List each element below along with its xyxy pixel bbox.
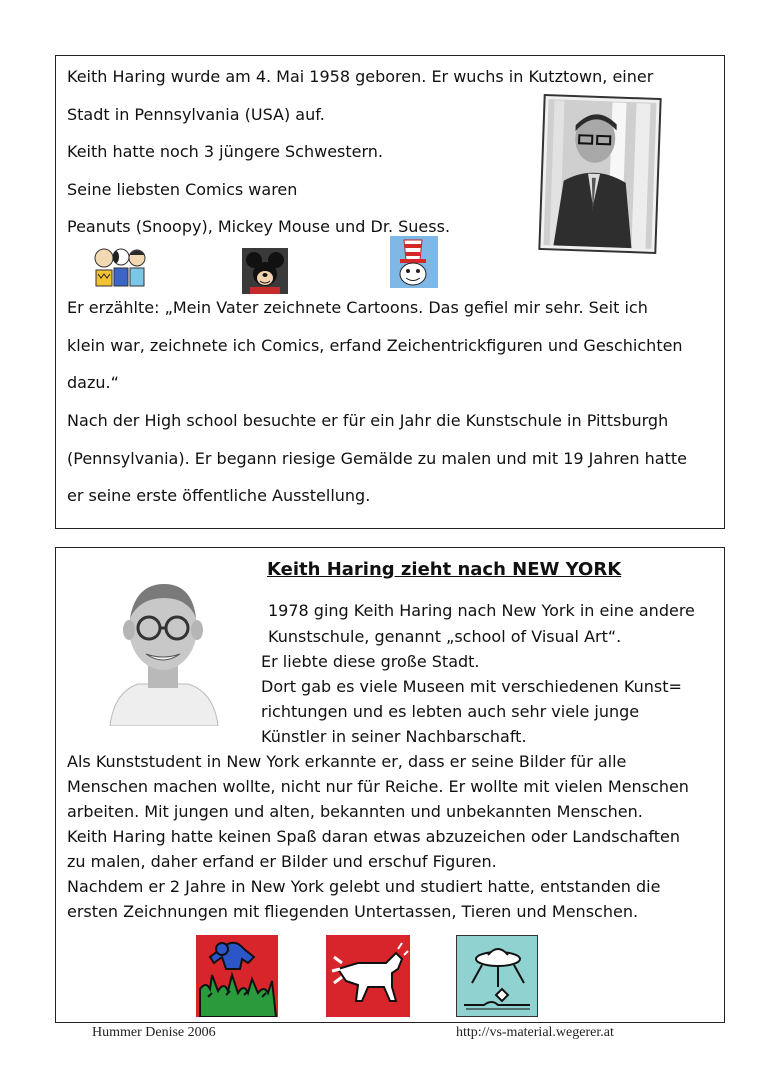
text-line: Keith Haring hatte keinen Spaß daran etwas abzuzeichen oder Landschaften	[67, 827, 680, 846]
text-line: Keith Haring wurde am 4. Mai 1958 geboren. Er wuchs in Kutztown, einer	[67, 67, 654, 86]
new-york-section	[55, 547, 725, 1023]
text-line: (Pennsylvania). Er begann riesige Gemälde zu malen und mit 19 Jahren hatte	[67, 449, 687, 468]
text-line: Nach der High school besuchte er für ein Jahr die Kunstschule in Pittsburgh	[67, 411, 669, 430]
footer-author: Hummer Denise 2006	[92, 1025, 216, 1040]
text-line: Kunstschule, genannt „school of Visual Art“.	[268, 627, 622, 646]
text-line: Menschen machen wollte, nicht nur für Reiche. Er wollte mit vielen Menschen	[67, 777, 689, 796]
mickey-mouse-icon	[242, 248, 288, 294]
haring-artwork-ufo	[456, 935, 538, 1017]
text-line: Peanuts (Snoopy), Mickey Mouse und Dr. Suess.	[67, 217, 451, 236]
section-title: Keith Haring zieht nach NEW YORK	[267, 559, 622, 580]
text-line: Künstler in seiner Nachbarschaft.	[261, 727, 527, 746]
text-line: Keith hatte noch 3 jüngere Schwestern.	[67, 142, 384, 161]
haring-artwork-crowd	[196, 935, 278, 1017]
text-line: Er erzählte: „Mein Vater zeichnete Cartoons. Das gefiel mir sehr. Seit ich	[67, 298, 648, 317]
footer-url[interactable]: http://vs-material.wegerer.at	[456, 1025, 614, 1040]
text-line: Dort gab es viele Museen mit verschiedenen Kunst=	[261, 677, 682, 696]
text-line: Er liebte diese große Stadt.	[261, 652, 480, 671]
text-line: ersten Zeichnungen mit fliegenden Untertassen, Tieren und Menschen.	[67, 902, 639, 921]
text-line: dazu.“	[67, 373, 119, 392]
text-line: Stadt in Pennsylvania (USA) auf.	[67, 105, 325, 124]
text-line: zu malen, daher erfand er Bilder und erschuf Figuren.	[67, 852, 497, 871]
text-line: Als Kunststudent in New York erkannte er, dass er seine Bilder für alle	[67, 752, 627, 771]
text-line: Nachdem er 2 Jahre in New York gelebt und studiert hatte, entstanden die	[67, 877, 661, 896]
dr-suess-icon	[390, 236, 438, 288]
haring-artwork-dog	[326, 935, 410, 1017]
childhood-section	[55, 55, 725, 529]
text-line: klein war, zeichnete ich Comics, erfand Zeichentrickfiguren und Geschichten	[67, 336, 683, 355]
text-line: 1978 ging Keith Haring nach New York in eine andere	[268, 601, 695, 620]
text-line: arbeiten. Mit jungen und alten, bekannten und unbekannten Menschen.	[67, 802, 643, 821]
text-line: richtungen und es lebten auch sehr viele junge	[261, 702, 640, 721]
peanuts-icon	[92, 246, 148, 292]
text-line: Seine liebsten Comics waren	[67, 180, 298, 199]
portrait-photo	[100, 564, 226, 726]
text-line: er seine erste öffentliche Ausstellung.	[67, 486, 371, 505]
childhood-photo	[538, 94, 662, 254]
